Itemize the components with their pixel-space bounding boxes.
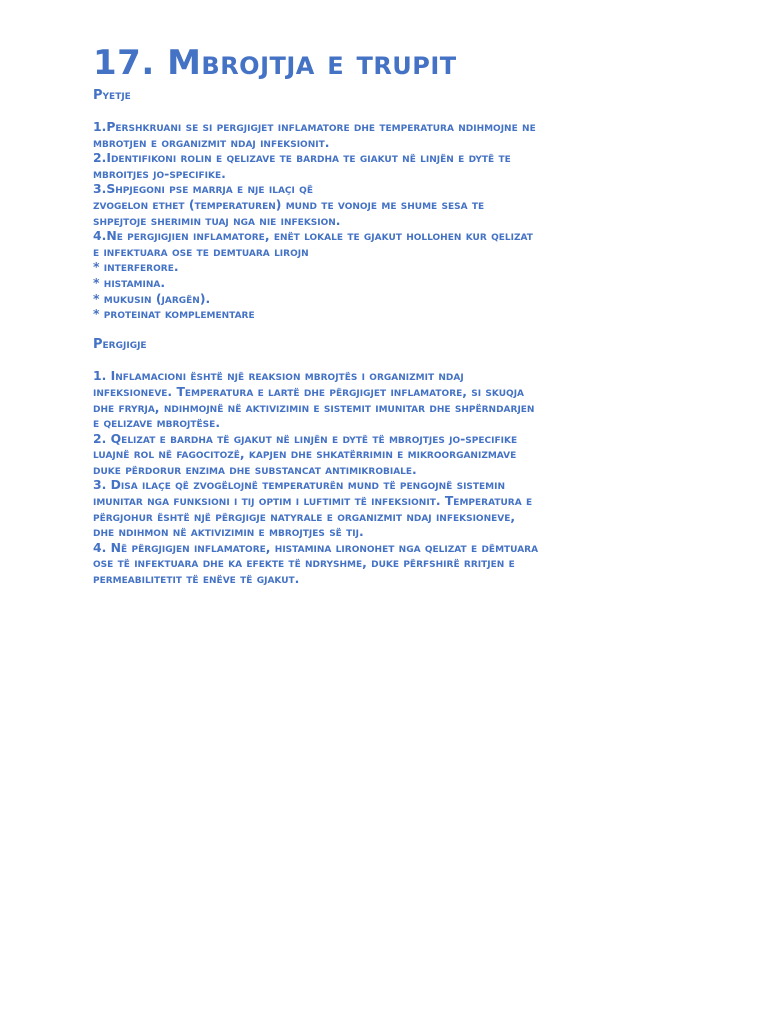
answer-line: 4. Në përgjigjen inflamatore, histamina lironohet nga qelizat e dëmtuara [93, 539, 539, 555]
spacer [93, 322, 683, 338]
answers-list [93, 368, 683, 586]
answer-line: infeksioneve. Temperatura e lartë dhe përgjigjet inflamatore, si skuqja [93, 383, 525, 399]
option-line: * mukusin (jargën). [93, 290, 211, 306]
option-line: * interferore. [93, 259, 179, 275]
answers-heading: Pergjigje [93, 337, 147, 353]
answer-line: duke përdorur enzima dhe substancat antimikrobiale. [93, 461, 417, 477]
question-line: zvogelon ethet (temperaturen) mund te vonoje me shume sesa te [93, 196, 485, 212]
answer-line: 2. Qelizat e bardha të gjakut në linjën e dytë të mbrojtjes jo-specifike [93, 430, 518, 446]
question-line: 2.Identifikoni rolin e qelizave te bardha te giakut në linjën e dytë te [93, 150, 511, 166]
question-line: 4.Ne pergjigjien inflamatore, enët lokale te gjakut hollohen kur qelizat [93, 228, 533, 244]
question-line: 3.Shpjegoni pse marrja e nje ilaçi që [93, 181, 313, 197]
answer-line: dhe fryrja, ndihmojnë në aktivizimin e sistemit imunitar dhe shpërndarjen [93, 399, 535, 415]
answer-line: luajnë rol në fagocitozë, kapjen dhe shkatërrimin e mikroorganizmave [93, 446, 517, 462]
question-line: mbroitjes jo-specifike. [93, 165, 226, 181]
document-page [93, 42, 683, 587]
answer-line: imunitar nga funksioni i tij optim i luftimit të infeksionit. Temperatura e [93, 493, 533, 509]
question-line: 1.Pershkruani se si pergjigjet inflamatore dhe temperatura ndihmojne ne [93, 119, 536, 134]
answer-line: përgjohur është një përgjigje natyrale e organizmit ndaj infeksioneve, [93, 508, 516, 524]
page-title: 17. Mbrojtja e trupit [93, 43, 457, 83]
option-line: * histamina. [93, 274, 166, 290]
answer-line: 3. Disa ilaçe që zvogëlojnë temperaturën mund të pengojnë sistemin [93, 477, 506, 493]
questions-list [93, 119, 683, 322]
questions-heading: Pyetje [93, 88, 131, 103]
answer-line: permeabilitetit të enëve të gjakut. [93, 571, 300, 587]
question-line: mbrotjen e organizmit ndaj infeksionit. [93, 134, 330, 150]
answer-line: dhe ndihmon në aktivizimin e mbrojtjes së tij. [93, 524, 364, 540]
question-line: shpejtoje sherimin tuaj nga nie infeksion. [93, 212, 341, 228]
answer-line: e qelizave mbrojtëse. [93, 415, 221, 431]
question-line: e infektuara ose te demtuara lirojn [93, 243, 309, 259]
option-line: * proteinat komplementare [93, 306, 255, 322]
answer-line: 1. Inflamacioni është një reaksion mbrojtës i organizmit ndaj [93, 368, 464, 384]
answer-line: ose të infektuara dhe ka efekte të ndryshme, duke përfshirë rritjen e [93, 555, 515, 571]
